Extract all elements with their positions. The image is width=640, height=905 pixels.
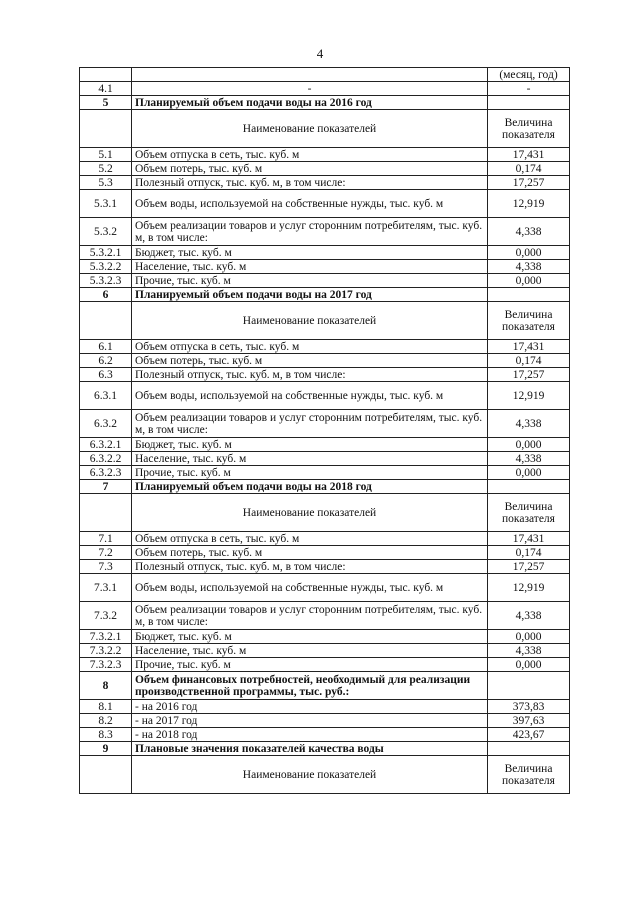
- table-row: [80, 658, 570, 672]
- row-value: 4,338: [488, 218, 570, 246]
- row-name: Объем воды, используемой на собственные нужды, тыс. куб. м: [132, 382, 488, 410]
- table-row: [80, 438, 570, 452]
- table-row: [80, 546, 570, 560]
- value-header: Величина показателя: [488, 756, 570, 794]
- row-number: 5.3.2.3: [80, 274, 132, 288]
- row-number: 8.1: [80, 700, 132, 714]
- table-row: [80, 728, 570, 742]
- table-row: [80, 452, 570, 466]
- row-value: 4,338: [488, 602, 570, 630]
- empty-cell: [132, 68, 488, 82]
- row-name: Прочие, тыс. куб. м: [132, 466, 488, 480]
- row-value: 17,257: [488, 176, 570, 190]
- row-value: 4,338: [488, 260, 570, 274]
- row-name: -: [132, 82, 488, 96]
- indicator-header: Наименование показателей: [132, 110, 488, 148]
- row-value: 0,000: [488, 466, 570, 480]
- section-number: 7: [80, 480, 132, 494]
- indicator-header: Наименование показателей: [132, 302, 488, 340]
- value-header: Величина показателя: [488, 302, 570, 340]
- row-name: Объем реализации товаров и услуг сторонним потребителям, тыс. куб. м, в том числе:: [132, 218, 488, 246]
- row-name: - на 2018 год: [132, 728, 488, 742]
- table-row: [80, 354, 570, 368]
- row-value: 0,174: [488, 546, 570, 560]
- row-number: 5.3: [80, 176, 132, 190]
- row-number: 6.3.2: [80, 410, 132, 438]
- table-row: [80, 532, 570, 546]
- row-number: 6.3.2.2: [80, 452, 132, 466]
- row-value: 0,000: [488, 246, 570, 260]
- row-name: Полезный отпуск, тыс. куб. м, в том числе:: [132, 176, 488, 190]
- empty-cell: [80, 494, 132, 532]
- production-program-table: [79, 67, 570, 794]
- row-value: 4,338: [488, 410, 570, 438]
- row-name: Объем отпуска в сеть, тыс. куб. м: [132, 532, 488, 546]
- row-number: 7.3.2.3: [80, 658, 132, 672]
- row-name: Население, тыс. куб. м: [132, 644, 488, 658]
- section-number: 9: [80, 742, 132, 756]
- column-header-row: [80, 110, 570, 148]
- table-row: [80, 148, 570, 162]
- row-number: 8.2: [80, 714, 132, 728]
- row-value: 0,000: [488, 438, 570, 452]
- empty-cell: [80, 110, 132, 148]
- column-header-row: [80, 302, 570, 340]
- section-number: 8: [80, 672, 132, 700]
- row-value: 17,431: [488, 148, 570, 162]
- row-name: Население, тыс. куб. м: [132, 260, 488, 274]
- row-name: Бюджет, тыс. куб. м: [132, 438, 488, 452]
- empty-cell: [488, 96, 570, 110]
- row-value: 4,338: [488, 452, 570, 466]
- row-value: 373,83: [488, 700, 570, 714]
- row-value: 12,919: [488, 574, 570, 602]
- row-number: 7.2: [80, 546, 132, 560]
- row-number: 8.3: [80, 728, 132, 742]
- row-name: Объем потерь, тыс. куб. м: [132, 162, 488, 176]
- row-name: Прочие, тыс. куб. м: [132, 658, 488, 672]
- table-row: [80, 368, 570, 382]
- row-value: 0,000: [488, 274, 570, 288]
- row-number: 6.3.2.1: [80, 438, 132, 452]
- row-number: 5.3.2: [80, 218, 132, 246]
- column-header-row: [80, 494, 570, 532]
- row-number: 5.3.2.2: [80, 260, 132, 274]
- row-number: 7.1: [80, 532, 132, 546]
- section-title: Планируемый объем подачи воды на 2017 год: [132, 288, 488, 302]
- section-title: Объем финансовых потребностей, необходимый для реализации производственной программы, тыс. руб.:: [132, 672, 488, 700]
- row-name: Бюджет, тыс. куб. м: [132, 246, 488, 260]
- table-row: [80, 218, 570, 246]
- row-value: 423,67: [488, 728, 570, 742]
- column-header-row: [80, 756, 570, 794]
- empty-cell: [488, 480, 570, 494]
- indicator-header: Наименование показателей: [132, 494, 488, 532]
- row-value: 0,174: [488, 354, 570, 368]
- section-title: Плановые значения показателей качества воды: [132, 742, 488, 756]
- table-row: [80, 466, 570, 480]
- unit-header-row: [80, 68, 570, 82]
- table-row: [80, 162, 570, 176]
- table-row: [80, 260, 570, 274]
- row-value: 0,000: [488, 658, 570, 672]
- row-value: -: [488, 82, 570, 96]
- row-name: Объем отпуска в сеть, тыс. куб. м: [132, 148, 488, 162]
- row-number: 7.3: [80, 560, 132, 574]
- section-header-row: [80, 480, 570, 494]
- table-row: [80, 574, 570, 602]
- value-header: Величина показателя: [488, 110, 570, 148]
- section-number: 5: [80, 96, 132, 110]
- row-value: 17,431: [488, 532, 570, 546]
- section-title: Планируемый объем подачи воды на 2018 год: [132, 480, 488, 494]
- row-number: 6.2: [80, 354, 132, 368]
- section-header-row: [80, 742, 570, 756]
- row-name: Объем потерь, тыс. куб. м: [132, 546, 488, 560]
- table-row: [80, 190, 570, 218]
- table-row: [80, 560, 570, 574]
- page-number: 4: [316, 46, 324, 61]
- table-row: [80, 176, 570, 190]
- row-name: - на 2017 год: [132, 714, 488, 728]
- table-row: [80, 340, 570, 354]
- row-number: 7.3.2: [80, 602, 132, 630]
- row-number: 4.1: [80, 82, 132, 96]
- empty-cell: [80, 302, 132, 340]
- row-name: Объем воды, используемой на собственные нужды, тыс. куб. м: [132, 574, 488, 602]
- table-row: [80, 714, 570, 728]
- row-value: 17,431: [488, 340, 570, 354]
- table-row: [80, 630, 570, 644]
- section-header-row: [80, 288, 570, 302]
- row-value: 397,63: [488, 714, 570, 728]
- row-name: Объем реализации товаров и услуг сторонним потребителям, тыс. куб. м, в том числе:: [132, 602, 488, 630]
- table-row: [80, 82, 570, 96]
- row-name: Полезный отпуск, тыс. куб. м, в том числе:: [132, 368, 488, 382]
- table-row: [80, 700, 570, 714]
- row-number: 7.3.1: [80, 574, 132, 602]
- unit-label: (месяц, год): [488, 68, 570, 82]
- empty-cell: [488, 742, 570, 756]
- table-row: [80, 644, 570, 658]
- table-row: [80, 382, 570, 410]
- row-number: 7.3.2.2: [80, 644, 132, 658]
- table-row: [80, 410, 570, 438]
- table-row: [80, 246, 570, 260]
- section-header-row: [80, 672, 570, 700]
- row-value: 4,338: [488, 644, 570, 658]
- empty-cell: [488, 672, 570, 700]
- section-number: 6: [80, 288, 132, 302]
- section-title: Планируемый объем подачи воды на 2016 год: [132, 96, 488, 110]
- table-row: [80, 274, 570, 288]
- row-name: Объем потерь, тыс. куб. м: [132, 354, 488, 368]
- row-number: 5.1: [80, 148, 132, 162]
- row-number: 6.1: [80, 340, 132, 354]
- empty-cell: [80, 756, 132, 794]
- row-name: - на 2016 год: [132, 700, 488, 714]
- row-value: 12,919: [488, 382, 570, 410]
- section-header-row: [80, 96, 570, 110]
- indicator-header: Наименование показателей: [132, 756, 488, 794]
- row-number: 7.3.2.1: [80, 630, 132, 644]
- row-value: 12,919: [488, 190, 570, 218]
- value-header: Величина показателя: [488, 494, 570, 532]
- row-name: Бюджет, тыс. куб. м: [132, 630, 488, 644]
- table-row: [80, 602, 570, 630]
- row-name: Объем воды, используемой на собственные нужды, тыс. куб. м: [132, 190, 488, 218]
- row-value: 0,174: [488, 162, 570, 176]
- row-number: 5.2: [80, 162, 132, 176]
- row-number: 6.3: [80, 368, 132, 382]
- empty-cell: [488, 288, 570, 302]
- empty-cell: [80, 68, 132, 82]
- row-number: 5.3.2.1: [80, 246, 132, 260]
- row-number: 5.3.1: [80, 190, 132, 218]
- row-number: 6.3.1: [80, 382, 132, 410]
- row-value: 0,000: [488, 630, 570, 644]
- row-name: Прочие, тыс. куб. м: [132, 274, 488, 288]
- row-name: Объем реализации товаров и услуг сторонним потребителям, тыс. куб. м, в том числе:: [132, 410, 488, 438]
- row-name: Объем отпуска в сеть, тыс. куб. м: [132, 340, 488, 354]
- row-number: 6.3.2.3: [80, 466, 132, 480]
- row-name: Население, тыс. куб. м: [132, 452, 488, 466]
- row-value: 17,257: [488, 560, 570, 574]
- row-name: Полезный отпуск, тыс. куб. м, в том числе:: [132, 560, 488, 574]
- row-value: 17,257: [488, 368, 570, 382]
